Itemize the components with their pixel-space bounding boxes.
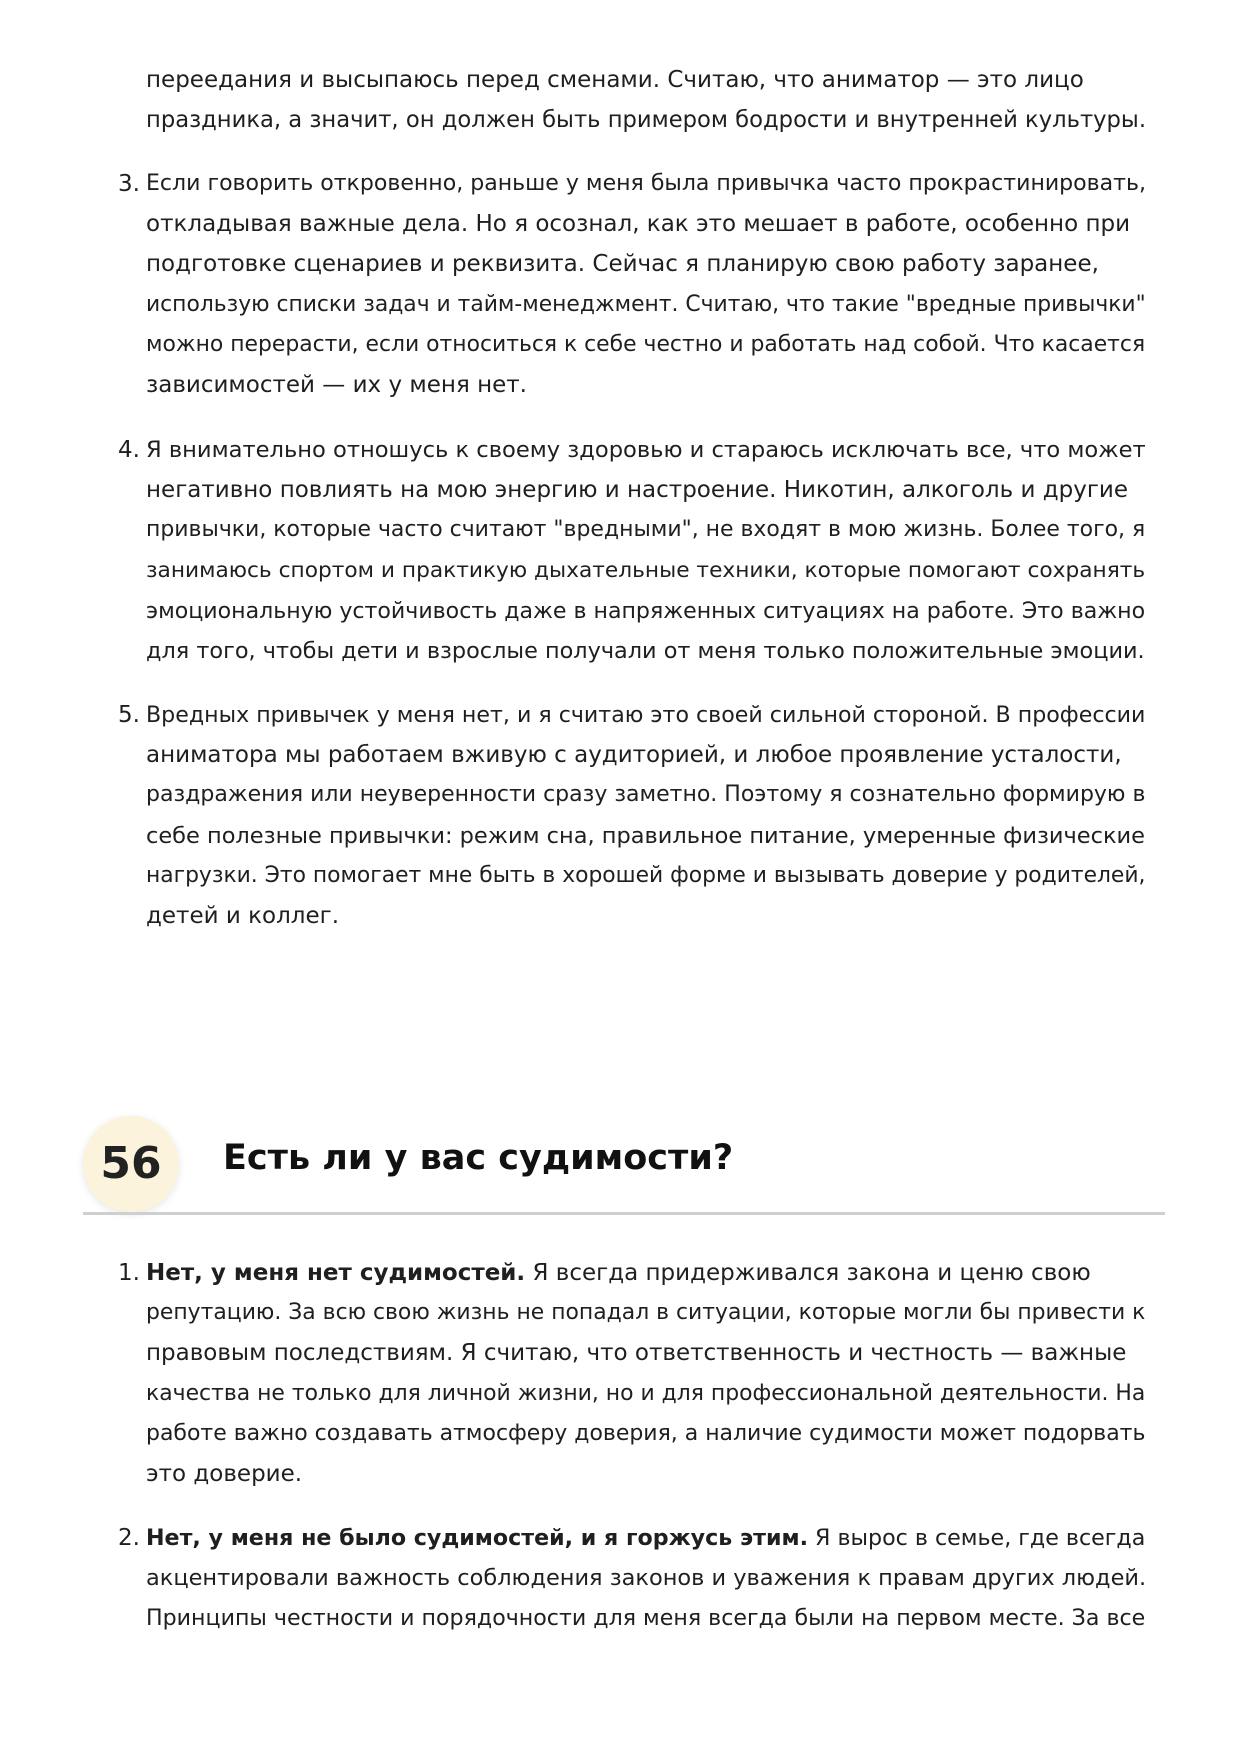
question-header (83, 1110, 1165, 1216)
question-number-badge: 56 (83, 1116, 179, 1212)
list-item: Нет, у меня не было судимостей, и я горжусь этим. Я вырос в семье, где всегда акцентировали важность соблюдения законов и уважения к правам других людей. Принципы честности и порядочности для меня всегда были на первом месте. За все (146, 1525, 1147, 1632)
list-item-number: 3. (118, 171, 140, 197)
answer-emphasis: Нет, у меня не было судимостей, и я горжусь этим. (146, 1525, 808, 1551)
answer-emphasis: Нет, у меня нет судимостей. (146, 1260, 526, 1286)
list-item-number: 4. (118, 437, 140, 463)
list-item: Нет, у меня нет судимостей. Я всегда придерживался закона и ценю свою репутацию. За всю свою жизнь не попадал в ситуации, которые могли бы привести к правовым последствиям. Я считаю, что ответственность и честность — важные качества не только для личной жизни, но и для профессиональной деятельности. На работе важно создавать атмосферу доверия, а наличие судимости может подорвать это доверие. (146, 1260, 1146, 1488)
list-item: Если говорить откровенно, раньше у меня была привычка часто прокрастинировать, откладывая важные дела. Но я осознал, как это мешает в работе, особенно при подготовке сценариев и реквизита. Сейчас я планирую свою работу заранее, использую списки задач и тайм-менеджмент. Считаю, что такие "вредные привычки" можно перерасти, если относиться к себе честно и работать над собой. Что касается зависимостей — их у меня нет. (146, 171, 1147, 399)
list-item-number: 1. (118, 1260, 140, 1286)
prev-item-continuation: переедания и высыпаюсь перед сменами. Считаю, что аниматор — это лицо праздника, а значит, он должен быть примером бодрости и внутренней культуры. (146, 67, 1147, 134)
list-item: Вредных привычек у меня нет, и я считаю это своей сильной стороной. В профессии аниматора мы работаем вживую с аудиторией, и любое проявление усталости, раздражения или неуверенности сразу заметно. Поэтому я сознательно формирую в себе полезные привычки: режим сна, правильное питание, умеренные физические нагрузки. Это помогает мне быть в хорошей форме и вызывать доверие у родителей, детей и коллег. (146, 702, 1146, 930)
list-item-number: 2. (118, 1525, 140, 1551)
question-title: Есть ли у вас судимости? (223, 1138, 734, 1178)
list-item: Я внимательно отношусь к своему здоровью и стараюсь исключать все, что может негативно повлиять на мою энергию и настроение. Никотин, алкоголь и другие привычки, которые часто считают "вредными", не входят в мою жизнь. Более того, я занимаюсь спортом и практикую дыхательные техники, которые помогают сохранять эмоциональную устойчивость даже в напряженных ситуациях на работе. Это важно для того, чтобы дети и взрослые получали от меня только положительные эмоции. (146, 437, 1146, 665)
header-divider (83, 1212, 1165, 1215)
list-item-number: 5. (118, 702, 140, 728)
